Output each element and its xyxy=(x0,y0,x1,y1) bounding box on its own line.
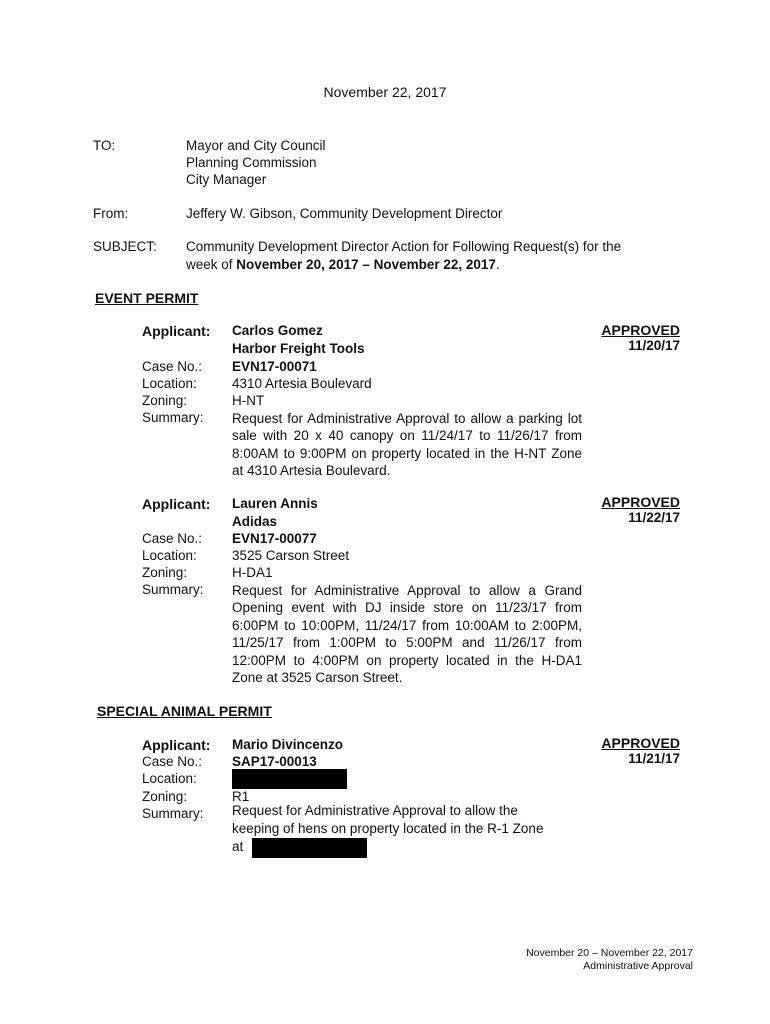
subject-line-1: Community Development Director Action for Following Request(s) for the xyxy=(186,239,622,254)
zoning-label: Zoning: xyxy=(142,393,188,408)
zoning-value: H-NT xyxy=(232,393,265,408)
status-block xyxy=(601,494,680,525)
footer-date-range: November 20 – November 22, 2017 xyxy=(526,947,693,959)
applicant-business: Adidas xyxy=(232,514,278,529)
zoning-value: R1 xyxy=(232,789,250,804)
status-block xyxy=(601,322,680,353)
applicant-name: Mario Divincenzo xyxy=(232,737,344,752)
subject-line-2 xyxy=(186,257,500,272)
case-no-value: SAP17-00013 xyxy=(232,754,317,769)
case-no-label: Case No.: xyxy=(142,359,203,374)
status-badge: APPROVED xyxy=(601,735,680,751)
from-value: Jeffery W. Gibson, Community Development Director xyxy=(186,206,503,221)
zoning-label: Zoning: xyxy=(142,789,188,804)
location-label: Location: xyxy=(142,548,197,563)
summary-label: Summary: xyxy=(142,410,204,425)
section-heading-event-permit: EVENT PERMIT xyxy=(95,290,199,306)
to-recipient-2: Planning Commission xyxy=(186,155,317,170)
from-label: From: xyxy=(93,206,129,221)
status-date: 11/20/17 xyxy=(628,338,680,353)
location-value: 4310 Artesia Boulevard xyxy=(232,376,372,391)
summary-line-2: keeping of hens on property located in the R-1 Zone xyxy=(232,821,544,836)
summary-text: Request for Administrative Approval to allow a Grand Opening event with DJ inside store on 11/23/17 from 6:00PM to 10:00PM, 11/24/17 from 10:00AM to 2:00PM, 11/25/17 from 1:00PM to 5:00PM and 11/26/17 from 12:00PM to 4:00PM on property located in the H-DA1 Zone at 3525 Carson Street. xyxy=(232,583,582,686)
applicant-label: Applicant: xyxy=(142,737,211,753)
redacted-address xyxy=(252,838,367,858)
applicant-name: Carlos Gomez xyxy=(232,323,323,338)
case-no-value: EVN17-00077 xyxy=(232,531,317,546)
status-date: 11/21/17 xyxy=(628,751,680,766)
applicant-label: Applicant: xyxy=(142,323,211,339)
location-label: Location: xyxy=(142,376,197,391)
summary-line-3: at xyxy=(232,839,244,854)
to-recipient-1: Mayor and City Council xyxy=(186,138,326,153)
case-no-label: Case No.: xyxy=(142,531,203,546)
memo-date: November 22, 2017 xyxy=(323,84,447,100)
section-heading-special-animal-permit: SPECIAL ANIMAL PERMIT xyxy=(97,703,272,719)
status-date: 11/22/17 xyxy=(628,510,680,525)
applicant-label: Applicant: xyxy=(142,496,211,512)
redacted-location xyxy=(232,769,347,789)
case-no-label: Case No.: xyxy=(142,754,203,769)
zoning-value: H-DA1 xyxy=(232,565,273,580)
applicant-business: Harbor Freight Tools xyxy=(232,341,365,356)
subject-week-suffix: . xyxy=(495,257,500,272)
summary-line-1: Request for Administrative Approval to allow the xyxy=(232,803,518,818)
to-label: TO: xyxy=(93,138,116,153)
status-badge: APPROVED xyxy=(601,322,680,338)
summary-text: Request for Administrative Approval to allow a parking lot sale with 20 x 40 canopy on 11/24/17 to 11/26/17 from 8:00AM to 9:00PM on property located in the H-NT Zone at 4310 Artesia Boulevard. xyxy=(232,411,582,479)
status-badge: APPROVED xyxy=(601,494,680,510)
summary-label: Summary: xyxy=(142,582,204,597)
zoning-label: Zoning: xyxy=(142,565,188,580)
footer xyxy=(526,947,693,973)
subject-label: SUBJECT: xyxy=(93,239,157,254)
location-label: Location: xyxy=(142,771,197,786)
status-block xyxy=(601,735,680,766)
footer-title: Administrative Approval xyxy=(583,960,693,972)
summary-label: Summary: xyxy=(142,806,204,821)
subject-week-prefix: week of xyxy=(186,257,237,272)
subject-week-range: November 20, 2017 – November 22, 2017 xyxy=(236,257,496,272)
case-no-value: EVN17-00071 xyxy=(232,359,317,374)
location-value: 3525 Carson Street xyxy=(232,548,350,563)
to-recipient-3: City Manager xyxy=(186,172,267,187)
applicant-name: Lauren Annis xyxy=(232,496,318,511)
